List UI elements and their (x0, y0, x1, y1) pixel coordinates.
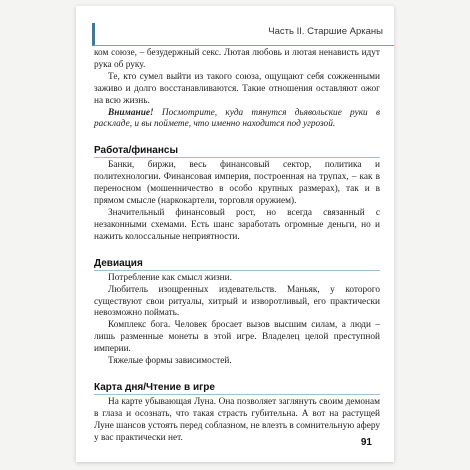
paragraph: На карте убывающая Луна. Она позволяет заглянуть своим демонам в глаза и осознать, что такая страсть губительна. А вот на растущей Луне шансов устоять перед соблазном, не влезть в сомнительную аферу у вас практически нет. (94, 396, 380, 443)
page-body (94, 48, 380, 445)
section-heading-work-finance: Работа/финансы (94, 145, 380, 158)
page-number: 91 (360, 437, 372, 448)
note-label: Внимание! (108, 107, 154, 118)
section-heading-card-of-day: Карта дня/Чтение в игре (94, 382, 380, 395)
paragraph: Значительный финансовый рост, но всегда связанный с незаконными схемами. Есть шанс заработать огромные деньги, но и нажить колоссальные неприятности. (94, 207, 380, 242)
section-heading-deviation: Девиация (94, 258, 380, 271)
book-page (76, 6, 394, 462)
paragraph: Те, кто сумел выйти из такого союза, ощущают себя сожженными заживо и долго восстанавливаются. Такие отношения оставляют ожог на всю жизнь. (94, 71, 380, 106)
note-text: Посмотрите, куда тянутся дьявольские руки в раскладе, и вы поймете, что именно находится под угрозой. (94, 107, 380, 130)
paragraph: Тяжелые формы зависимостей. (108, 356, 232, 367)
paragraph: Любитель изощренных издевательств. Маньяк, у которого существуют свои ритуалы, хитрый и изворотливый, его практически невозможно поймать. (94, 284, 380, 319)
running-title: Часть II. Старшие Арканы (268, 26, 383, 37)
paragraph: Банки, биржи, весь финансовый сектор, политика и политехнологии. Финансовая империя, построенная на трупах, – как в переносном (мошенничество в особо крупных размерах), так и в прямом смысле (наркокартели, торговля оружием). (94, 160, 380, 207)
paragraph: Комплекс бога. Человек бросает вызов высшим силам, а люди – лишь разменные монеты в этой игре. Владелец целой преступной империи. (94, 320, 380, 355)
warning-note (94, 108, 380, 132)
paragraph: ком союзе, – безудержный секс. Лютая любовь и лютая ненависть идут рука об руку. (94, 48, 380, 70)
paragraph: Потребление как смысл жизни. (108, 272, 232, 283)
running-header (92, 23, 394, 46)
